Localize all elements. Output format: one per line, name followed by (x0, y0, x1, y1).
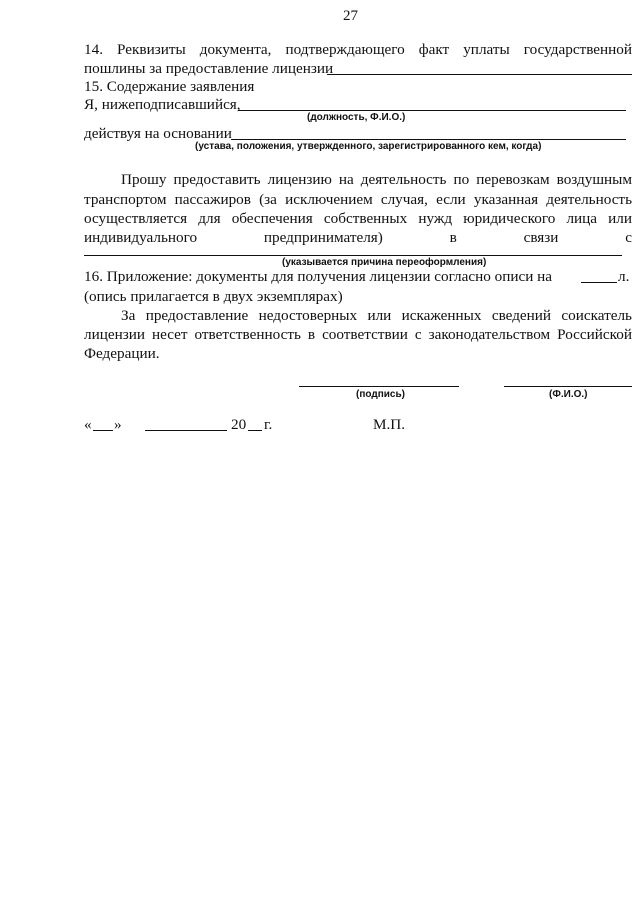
item16-line1-start: 16. Приложение: документы для получения лицензии согласно описи на (84, 268, 553, 285)
signature-line (299, 386, 459, 387)
date-year-suffix: г. (264, 416, 273, 433)
liability-line2: лицензии несет ответственность в соответствии с законодательством Российской (84, 326, 632, 343)
page-number: 27 (343, 8, 358, 24)
request-line3: осуществляется для обеспечения собственных нужд юридического лица или (84, 210, 632, 227)
item16-pages-fill-line (581, 282, 617, 283)
date-month-line (145, 430, 227, 431)
request-word-1: индивидуального (84, 229, 198, 246)
request-word-5: с (625, 229, 632, 246)
name-caption: (Ф.И.О.) (549, 389, 588, 400)
request-line4 (84, 228, 632, 248)
date-day-line (93, 430, 113, 431)
item16-line1-end: л. (618, 268, 630, 285)
undersigned-label: Я, нижеподписавшийся, (84, 96, 241, 113)
request-word-3: в (449, 229, 457, 246)
date-year-line (248, 430, 262, 431)
undersigned-fill-line (238, 110, 626, 111)
reason-caption: (указывается причина переоформления) (282, 257, 487, 268)
date-year-prefix: 20 (231, 416, 247, 433)
signature-caption: (подпись) (356, 389, 405, 400)
request-line1: Прошу предоставить лицензию на деятельность по перевозкам воздушным (121, 171, 632, 188)
request-word-2: предпринимателя) (263, 229, 383, 246)
undersigned-caption: (должность, Ф.И.О.) (307, 112, 406, 123)
seal-label: М.П. (373, 416, 406, 433)
reason-fill-line (84, 255, 622, 256)
date-quote-close: » (114, 416, 122, 433)
request-word-4: связи (523, 229, 559, 246)
request-line2: транспортом пассажиров (за исключением случая, если указанная деятельность (84, 191, 632, 208)
liability-line3: Федерации. (84, 345, 160, 362)
basis-fill-line (231, 139, 626, 140)
item14-line1: 14. Реквизиты документа, подтверждающего факт уплаты государственной (84, 41, 632, 58)
date-quote-open: « (84, 416, 92, 433)
basis-label: действуя на основании (84, 125, 232, 142)
item14-fill-line (327, 74, 632, 75)
item15-title: 15. Содержание заявления (84, 78, 255, 95)
item16-line2: (опись прилагается в двух экземплярах) (84, 288, 343, 305)
name-line (504, 386, 632, 387)
basis-caption: (устава, положения, утвержденного, зарегистрированного кем, когда) (195, 141, 542, 152)
item14-line2: пошлины за предоставление лицензии (84, 60, 334, 77)
liability-line1: За предоставление недостоверных или искаженных сведений соискатель (121, 307, 632, 324)
